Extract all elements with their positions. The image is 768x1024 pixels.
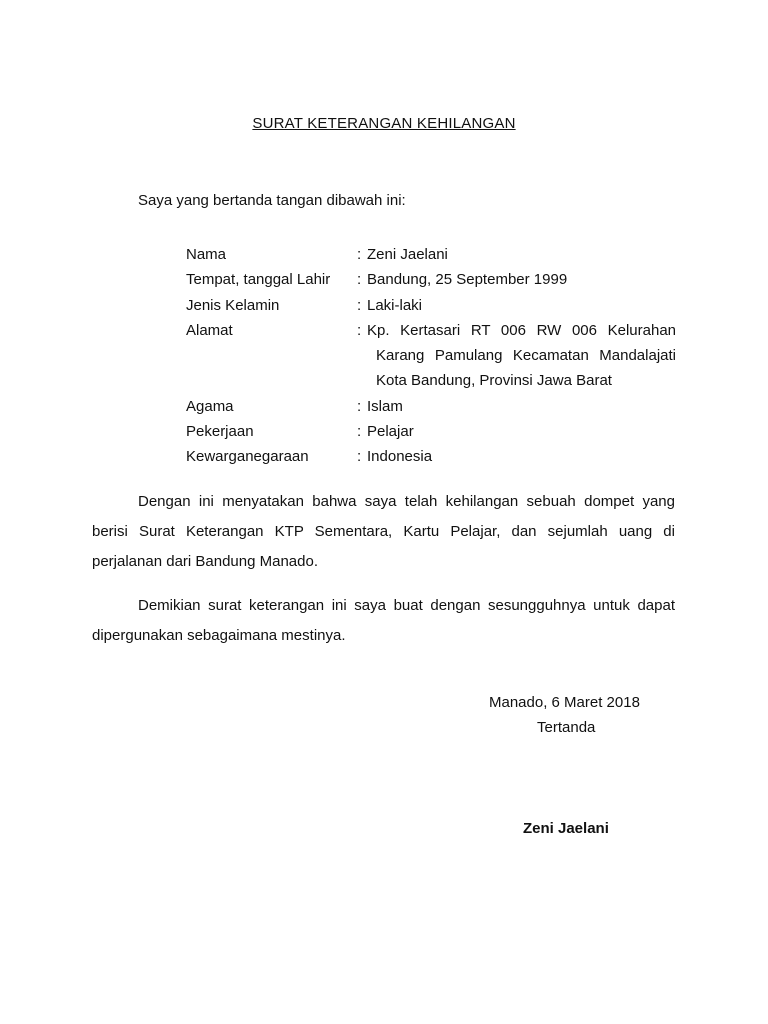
field-value: Indonesia bbox=[367, 448, 433, 466]
identity-table bbox=[186, 242, 676, 470]
paragraph-line: Demikian surat keterangan ini saya buat dengan sesungguhnya untuk dapat bbox=[138, 597, 675, 614]
field-label: Pekerjaan bbox=[186, 423, 254, 441]
field-row-kewarganegaraan bbox=[186, 444, 676, 469]
address-line: Karang Pamulang Kecamatan Mandalajati bbox=[376, 347, 676, 365]
field-colon: : bbox=[357, 246, 362, 263]
field-label: Kewarganegaraan bbox=[186, 448, 309, 466]
address-value bbox=[367, 318, 676, 394]
field-colon: : bbox=[357, 296, 362, 314]
paragraph-line: berisi Surat Keterangan KTP Sementara, Kartu Pelajar, dan sejumlah uang di bbox=[92, 523, 675, 540]
field-row-jenis-kelamin bbox=[186, 293, 676, 318]
intro-text: Saya yang bertanda tangan dibawah ini: bbox=[138, 192, 406, 209]
field-row-pekerjaan bbox=[186, 419, 676, 444]
field-label: Jenis Kelamin bbox=[186, 296, 280, 314]
paragraph-line: dipergunakan sebagaimana mestinya. bbox=[92, 627, 346, 644]
field-colon: : bbox=[357, 271, 362, 289]
field-value: Laki-laki bbox=[367, 296, 423, 314]
closing-paragraph bbox=[92, 591, 675, 651]
paragraph-line: Dengan ini menyatakan bahwa saya telah kehilangan sebuah dompet yang bbox=[138, 493, 675, 510]
field-row-alamat bbox=[186, 318, 676, 394]
field-row-ttl bbox=[186, 267, 676, 292]
field-value: Islam bbox=[367, 397, 403, 415]
field-colon: : bbox=[357, 321, 362, 339]
field-value: Pelajar bbox=[367, 423, 414, 441]
field-colon: : bbox=[357, 448, 362, 466]
field-label: Tempat, tanggal Lahir bbox=[186, 271, 331, 289]
paragraph-line: perjalanan dari Bandung Manado. bbox=[92, 553, 319, 570]
closing-word: Tertanda bbox=[537, 719, 596, 736]
address-line: Kota Bandung, Provinsi Jawa Barat bbox=[376, 372, 612, 390]
statement-paragraph bbox=[92, 487, 675, 577]
field-label: Nama bbox=[186, 246, 227, 263]
field-value: Bandung, 25 September 1999 bbox=[367, 271, 568, 289]
field-row-nama bbox=[186, 242, 676, 267]
field-label: Agama bbox=[186, 397, 234, 415]
address-line: Kp. Kertasari RT 006 RW 006 Kelurahan bbox=[367, 321, 676, 339]
place-date: Manado, 6 Maret 2018 bbox=[489, 694, 640, 711]
document-title: SURAT KETERANGAN KEHILANGAN bbox=[252, 115, 516, 132]
field-colon: : bbox=[357, 423, 362, 441]
field-value: Zeni Jaelani bbox=[367, 246, 448, 263]
field-colon: : bbox=[357, 397, 362, 415]
field-row-agama bbox=[186, 394, 676, 419]
field-label: Alamat bbox=[186, 321, 233, 339]
signer-name: Zeni Jaelani bbox=[523, 820, 609, 837]
